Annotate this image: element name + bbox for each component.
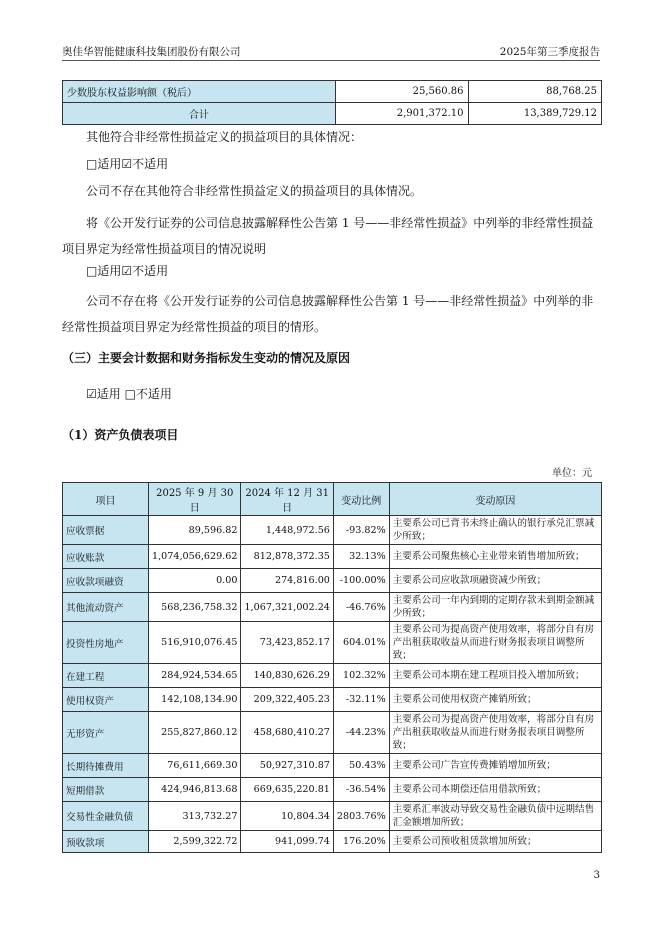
value-2024-12-31: 1,448,972.56 <box>241 516 333 545</box>
item-name: 应收款项融资 <box>63 569 149 593</box>
paragraph: 其他符合非经常性损益定义的损益项目的具体情况： <box>86 130 363 144</box>
table-row <box>63 81 602 103</box>
value-2025-09-30: 0.00 <box>149 569 241 593</box>
applicability-note: □适用☑不适用 <box>86 157 169 171</box>
ytd-value: 13,389,729.12 <box>468 103 601 125</box>
item-name: 长期待摊费用 <box>63 754 149 778</box>
value-2024-12-31: 10,804.34 <box>241 802 333 831</box>
header-divider <box>62 60 600 61</box>
change-ratio: -93.82% <box>333 516 389 545</box>
value-2025-09-30: 313,732.27 <box>149 802 241 831</box>
column-header: 项目 <box>63 483 149 516</box>
item-name: 其他流动资产 <box>63 593 149 622</box>
change-reason: 主要系公司本期在建工程项目投入增加所致； <box>389 664 601 688</box>
subsection-heading: （1）资产负债表项目 <box>62 428 179 442</box>
value-2024-12-31: 50,927,310.87 <box>241 754 333 778</box>
value-2025-09-30: 284,924,534.65 <box>149 664 241 688</box>
change-reason: 主要系公司本期偿还信用借款所致； <box>389 778 601 802</box>
table-row <box>63 516 602 545</box>
header-report-title: 2025年第三季度报告 <box>499 46 600 58</box>
column-header: 变动原因 <box>389 483 601 516</box>
paragraph: 公司不存在其他符合非经常性损益定义的损益项目的具体情况。 <box>86 184 423 198</box>
item-name: 在建工程 <box>63 664 149 688</box>
change-ratio: 50.43% <box>333 754 389 778</box>
row-label: 少数股东权益影响额（税后） <box>63 81 336 103</box>
value-2025-09-30: 255,827,860.12 <box>149 712 241 754</box>
change-ratio: 102.32% <box>333 664 389 688</box>
change-ratio: 2803.76% <box>333 802 389 831</box>
value-2024-12-31: 812,878,372.35 <box>241 545 333 569</box>
applicability-note: □适用☑不适用 <box>86 264 169 278</box>
change-reason: 主要系公司聚焦核心主业带来销售增加所致； <box>389 545 601 569</box>
change-ratio: 604.01% <box>333 622 389 664</box>
table-row <box>63 622 602 664</box>
change-reason: 主要系公司一年内到期的定期存款未到期金额减少所致； <box>389 593 601 622</box>
table-row <box>63 103 602 125</box>
current-period-value: 25,560.86 <box>335 81 468 103</box>
change-ratio: 32.13% <box>333 545 389 569</box>
page-number: 3 <box>593 870 600 881</box>
section-heading: （三）主要会计数据和财务指标发生变动的情况及原因 <box>62 351 351 365</box>
value-2025-09-30: 568,236,758.32 <box>149 593 241 622</box>
change-ratio: -46.76% <box>333 593 389 622</box>
value-2024-12-31: 274,816.00 <box>241 569 333 593</box>
change-reason: 主要系汇率波动导致交易性金融负债中远期结售汇金额增加所致； <box>389 802 601 831</box>
item-name: 使用权资产 <box>63 688 149 712</box>
row-label: 合计 <box>63 103 336 125</box>
value-2024-12-31: 140,830,626.29 <box>241 664 333 688</box>
value-2024-12-31: 941,099.74 <box>241 831 333 853</box>
change-ratio: -100.00% <box>333 569 389 593</box>
item-name: 投资性房地产 <box>63 622 149 664</box>
table-row <box>63 831 602 853</box>
table-row <box>63 545 602 569</box>
change-reason: 主要系公司为提高资产使用效率，将部分自有房产出租获取收益从而进行财务报表项目调整所致； <box>389 622 601 664</box>
change-ratio: -36.54% <box>333 778 389 802</box>
column-header: 2024 年 12 月 31 日 <box>241 483 333 516</box>
value-2025-09-30: 76,611,669.30 <box>149 754 241 778</box>
balance-sheet-table <box>62 482 602 853</box>
value-2025-09-30: 2,599,322.72 <box>149 831 241 853</box>
item-name: 无形资产 <box>63 712 149 754</box>
value-2024-12-31: 209,322,405.23 <box>241 688 333 712</box>
paragraph: 公司不存在将《公开发行证券的公司信息披露解释性公告第 1 号——非经常性损益》中列举的非经常性损益项目界定为经常性损益的项目的情形。 <box>62 294 594 334</box>
change-reason: 主要系公司使用权资产摊销所致； <box>389 688 601 712</box>
change-reason: 主要系公司为提高资产使用效率，将部分自有房产出租获取收益从而进行财务报表项目调整所致； <box>389 712 601 754</box>
table-row <box>63 664 602 688</box>
value-2025-09-30: 424,946,813.68 <box>149 778 241 802</box>
ytd-value: 88,768.25 <box>468 81 601 103</box>
item-name: 短期借款 <box>63 778 149 802</box>
value-2025-09-30: 89,596.82 <box>149 516 241 545</box>
item-name: 交易性金融负债 <box>63 802 149 831</box>
table-row <box>63 569 602 593</box>
table-row <box>63 593 602 622</box>
item-name: 应收账款 <box>63 545 149 569</box>
table-header-row <box>63 483 602 516</box>
change-reason: 主要系公司已背书未终止确认的银行承兑汇票减少所致； <box>389 516 601 545</box>
table-row <box>63 802 602 831</box>
value-2025-09-30: 142,108,134.90 <box>149 688 241 712</box>
change-reason: 主要系公司广告宣传费摊销增加所致； <box>389 754 601 778</box>
table-row <box>63 778 602 802</box>
value-2025-09-30: 516,910,076.45 <box>149 622 241 664</box>
header-company: 奥佳华智能健康科技集团股份有限公司 <box>62 46 241 58</box>
value-2024-12-31: 458,680,410.27 <box>241 712 333 754</box>
paragraph: 将《公开发行证券的公司信息披露解释性公告第 1 号——非经常性损益》中列举的非经常性损益项目界定为经常性损益项目的情况说明 <box>62 216 594 256</box>
value-2024-12-31: 669,635,220.81 <box>241 778 333 802</box>
column-header: 变动比例 <box>333 483 389 516</box>
table-row <box>63 712 602 754</box>
value-2024-12-31: 73,423,852.17 <box>241 622 333 664</box>
value-2025-09-30: 1,074,056,629.62 <box>149 545 241 569</box>
change-reason: 主要系公司预收租赁款增加所致； <box>389 831 601 853</box>
unit-label: 单位：元 <box>552 468 592 479</box>
column-header: 2025 年 9 月 30 日 <box>149 483 241 516</box>
item-name: 应收票据 <box>63 516 149 545</box>
current-period-value: 2,901,372.10 <box>335 103 468 125</box>
change-ratio: -44.23% <box>333 712 389 754</box>
applicability-note: ☑适用 □不适用 <box>86 387 172 401</box>
table-row <box>63 688 602 712</box>
table-row <box>63 754 602 778</box>
change-ratio: -32.11% <box>333 688 389 712</box>
item-name: 预收款项 <box>63 831 149 853</box>
nonrecurring-summary-table <box>62 80 602 125</box>
change-reason: 主要系公司应收款项融资减少所致； <box>389 569 601 593</box>
value-2024-12-31: 1,067,321,002.24 <box>241 593 333 622</box>
change-ratio: 176.20% <box>333 831 389 853</box>
